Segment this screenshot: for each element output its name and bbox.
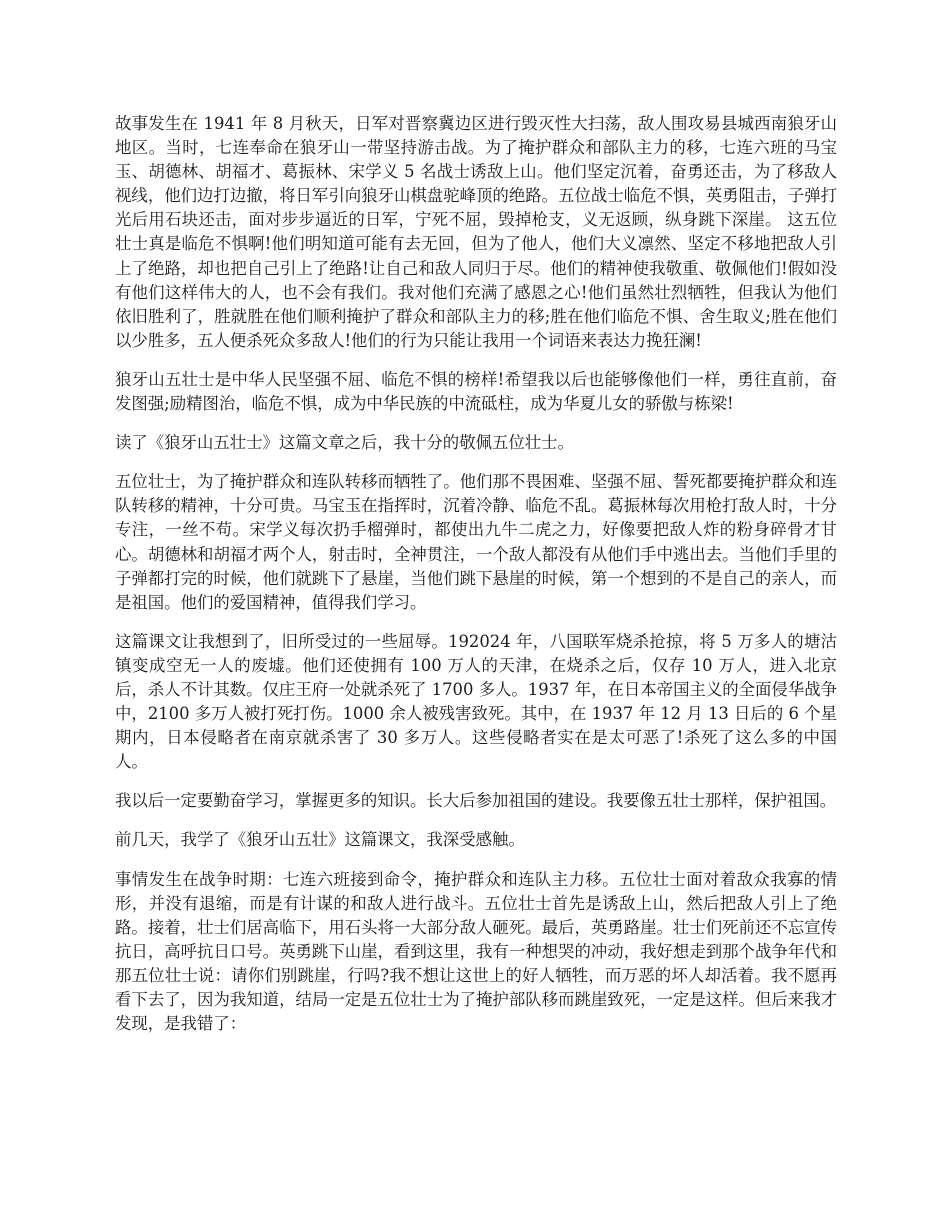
paragraph-few-days-ago: 前几天，我学了《狼牙山五壮》这篇课文，我深受感触。 xyxy=(115,830,525,850)
paragraph-role-model: 狼牙山五壮士是中华人民坚强不屈、临危不惧的榜样!希望我以后也能够像他们一样，勇往直前，奋发图强;励精图治，临危不惧，成为中华民族的中流砥柱，成为华夏儿女的骄傲与栋梁! xyxy=(115,369,837,414)
paragraph-five-heroes: 五位壮士，为了掩护群众和连队转移而牺牲了。他们那不畏困难、坚强不屈、誓死都要掩护群众和连队转移的精神，十分可贵。马宝玉在指挥时，沉着冷静、临危不乱。葛振林每次用枪打敌人时，十分专注，一丝不苟。宋学义每次扔手榴弹时，都使出九牛二虎之力，好像要把敌人炸的粉身碎骨才甘心。胡德林和胡福才两个人，射击时，全神贯注，一个敌人都没有从他们手中逃出去。当他们手里的子弹都打完的时候，他们就跳下了悬崖，当他们跳下悬崖的时候，第一个想到的不是自己的亲人，而是祖国。他们的爱国精神，值得我们学习。 xyxy=(115,472,837,612)
paragraph-resolution: 我以后一定要勤奋学习，掌握更多的知识。长大后参加祖国的建设。我要像五壮士那样，保护祖国。 xyxy=(115,791,837,811)
paragraph-story-intro: 故事发生在 1941 年 8 月秋天，日军对晋察冀边区进行毁灭性大扫荡，敌人围攻易县城西南狼牙山地区。当时，七连奉命在狼牙山一带坚持游击战。为了掩护群众和部队主力的移，七连六班的马宝玉、胡德林、胡福才、葛振林、宋学义 5 名战士诱敌上山。他们坚定沉着，奋勇还击，为了移敌人视线，他们边打边撤，将日军引向狼牙山棋盘驼峰顶的绝路。五位战士临危不惧，英勇阻击，子弹打光后用石块还击，面对步步逼近的日军，宁死不屈，毁掉枪支，义无返顾，纵身跳下深崖。 这五位壮士真是临危不惧啊!他们明知道可能有去无回，但为了他人，他们大义凛然、坚定不移地把敌人引上了绝路，却也把自己引上了绝路!让自己和敌人同归于尽。他们的精神使我敬重、敬佩他们!假如没有他们这样伟大的人，也不会有我们。我对他们充满了感恩之心!他们虽然壮烈牺牲，但我认为他们依旧胜利了，胜就胜在他们顺利掩护了群众和部队主力的移;胜在他们临危不惧、舍生取义;胜在他们以少胜多，五人便杀死众多敌人!他们的行为只能让我用一个词语来表达力挽狂澜! xyxy=(115,114,837,350)
paragraph-war-story: 事情发生在战争时期：七连六班接到命令，掩护群众和连队主力移。五位壮士面对着敌众我寡的情形，并没有退缩，而是有计谋的和敌人进行战斗。五位壮士首先是诱敌上山，然后把敌人引上了绝路。接着，壮士们居高临下，用石头将一大部分敌人砸死。最后，英勇路崖。壮士们死前还不忘宣传抗日，高呼抗日口号。英勇跳下山崖，看到这里，我有一种想哭的冲动，我好想走到那个战争年代和那五位壮士说：请你们别跳崖，行吗?我不想让这世上的好人牺牲，而万恶的坏人却活着。我不愿再看下去了，因为我知道，结局一定是五位壮士为了掩护部队移而跳崖致死，一定是这样。但后来我才发现，是我错了： xyxy=(115,869,837,1034)
paragraph-history-humiliation: 这篇课文让我想到了，旧所受过的一些屈辱。192024 年，八国联军烧杀抢掠，将 5 万多人的塘沽镇变成空无一人的废墟。他们还使拥有 100 万人的天津，在烧杀之后，仅存 10 万人，进入北京后，杀人不计其数。仅庄王府一处就杀死了 1700 多人。1937 年，在日本帝国主义的全面侵华战争中，2100 多万人被打死打伤。1000 余人被残害致死。其中，在 1937 年 12 月 13 日后的 6 个星期内，日本侵略者在南京就杀害了 30 多万人。这些侵略者实在是太可恶了!杀死了这么多的中国人。 xyxy=(115,631,837,772)
document-body xyxy=(115,112,837,1051)
paragraph-after-reading: 读了《狼牙山五壮士》这篇文章之后，我十分的敬佩五位壮士。 xyxy=(115,433,574,453)
